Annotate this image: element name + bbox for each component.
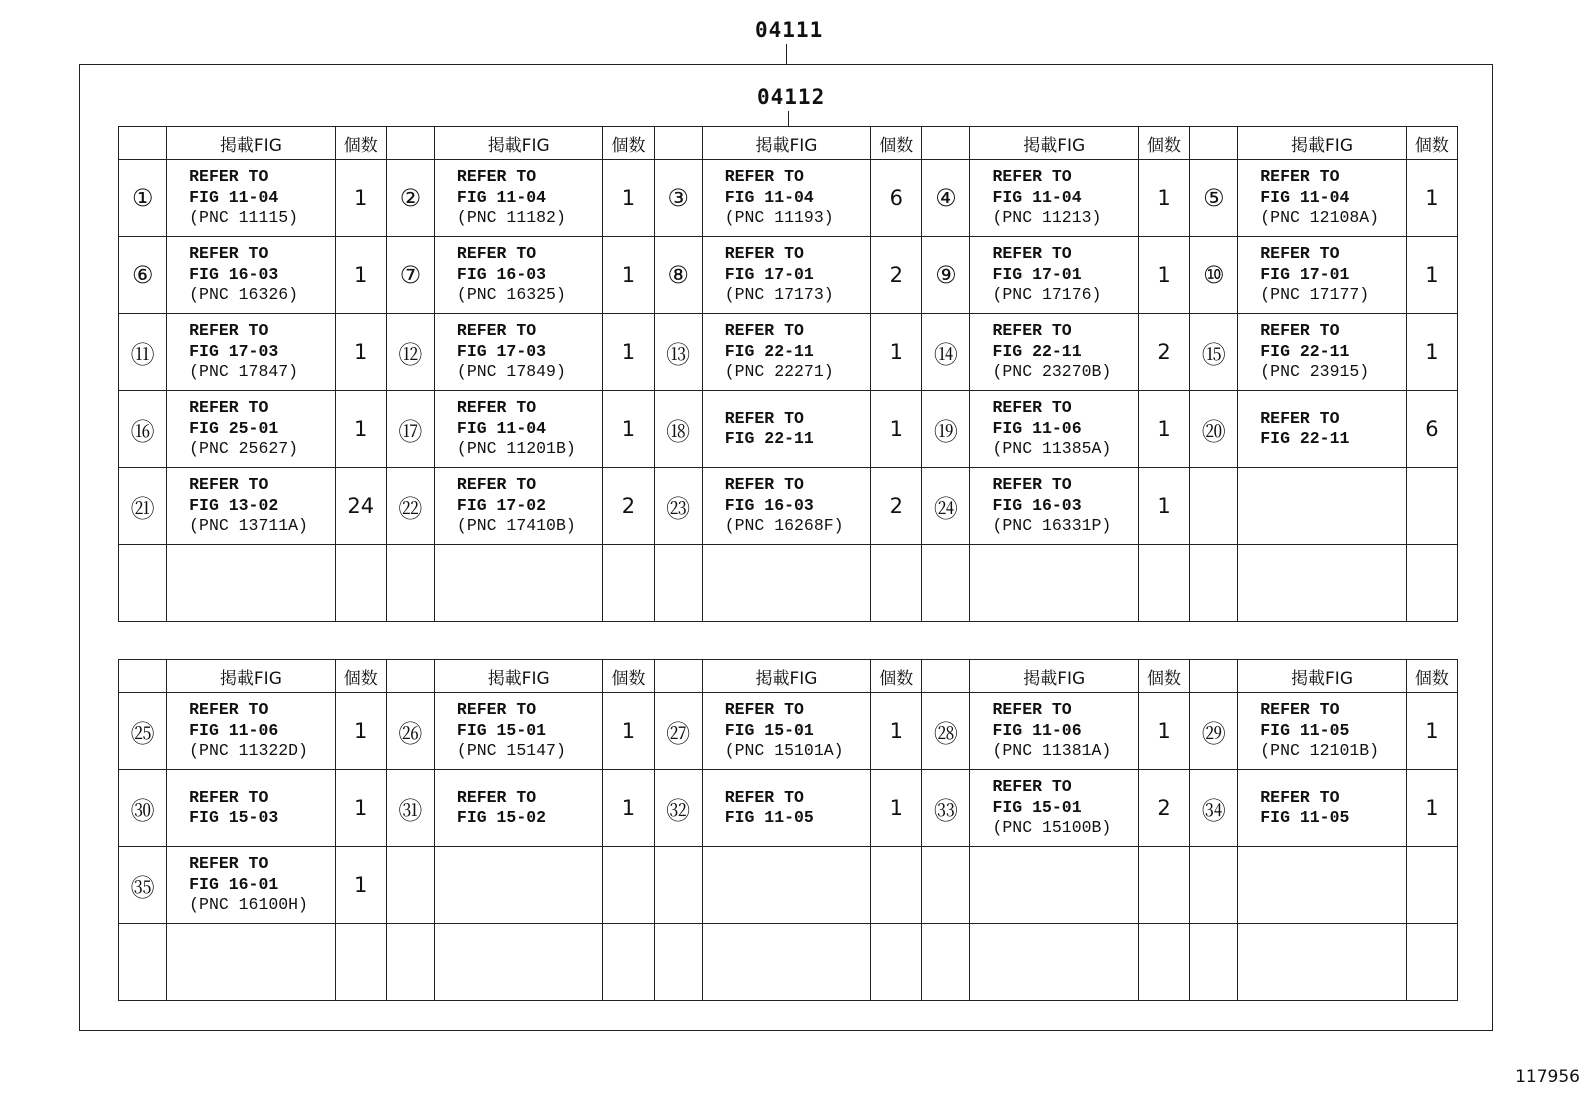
figure-reference	[702, 770, 871, 847]
refer-to-text: REFER TO	[189, 398, 269, 418]
item-number	[654, 924, 702, 1001]
fig-number: FIG 11-04	[456, 418, 547, 438]
quantity: 1	[1138, 160, 1189, 237]
fig-number: FIG 17-03	[456, 341, 547, 361]
item-number	[922, 924, 970, 1001]
figure-reference	[970, 160, 1139, 237]
pnc-code: (PNC 15100B)	[992, 818, 1112, 838]
item-number: ⑲	[922, 391, 970, 468]
item-number: ㉒	[386, 468, 434, 545]
figure-reference	[1238, 924, 1407, 1001]
quantity	[603, 924, 654, 1001]
fig-number: FIG 15-01	[724, 720, 814, 740]
pnc-code: (PNC 17173)	[724, 285, 834, 305]
item-number: ㉗	[654, 693, 702, 770]
quantity: 1	[1138, 468, 1189, 545]
header-qty-col: 個数	[1138, 127, 1189, 160]
refer-to-text: REFER TO	[456, 321, 537, 341]
figure-reference	[167, 160, 336, 237]
header-fig-col: 掲載FIG	[702, 127, 871, 160]
item-number: ⑦	[386, 237, 434, 314]
item-number: ⑰	[386, 391, 434, 468]
figure-reference	[434, 545, 603, 622]
pnc-code: (PNC 23270B)	[992, 362, 1112, 382]
refer-to-text: REFER TO	[1260, 787, 1340, 807]
pnc-code: (PNC 11115)	[189, 208, 299, 228]
item-number: ⑥	[119, 237, 167, 314]
header-qty-col: 個数	[335, 660, 386, 693]
header-number-col	[654, 127, 702, 160]
quantity	[603, 545, 654, 622]
figure-reference	[167, 770, 336, 847]
outer-group-code: 04111	[755, 18, 824, 42]
refer-to-text: REFER TO	[456, 700, 537, 720]
figure-reference	[702, 468, 871, 545]
quantity: 1	[603, 160, 654, 237]
parts-reference-table-2	[118, 659, 1458, 1001]
header-fig-col: 掲載FIG	[434, 660, 603, 693]
fig-number: FIG 16-01	[189, 874, 279, 894]
refer-to-text: REFER TO	[456, 244, 537, 264]
figure-reference	[434, 693, 603, 770]
figure-reference	[970, 770, 1139, 847]
item-number: ㉚	[119, 770, 167, 847]
pnc-code: (PNC 23915)	[1260, 362, 1370, 382]
figure-reference	[702, 847, 871, 924]
fig-number: FIG 22-11	[724, 429, 814, 448]
header-number-col	[654, 660, 702, 693]
refer-to-text: REFER TO	[189, 321, 269, 341]
outer-code-leader	[786, 44, 787, 64]
fig-number: FIG 11-05	[1260, 808, 1350, 827]
item-number: ㉑	[119, 468, 167, 545]
figure-reference	[1238, 160, 1407, 237]
figure-reference	[434, 924, 603, 1001]
header-fig-col: 掲載FIG	[167, 660, 336, 693]
pnc-code: (PNC 17176)	[992, 285, 1102, 305]
quantity	[1406, 468, 1457, 545]
item-number: ㉝	[922, 770, 970, 847]
pnc-code: (PNC 17410B)	[456, 516, 576, 536]
item-number	[386, 545, 434, 622]
item-number	[654, 545, 702, 622]
fig-number: FIG 17-02	[456, 495, 547, 515]
refer-to-text: REFER TO	[456, 398, 537, 418]
item-number	[119, 924, 167, 1001]
item-number: ②	[386, 160, 434, 237]
quantity: 1	[335, 847, 386, 924]
figure-reference	[167, 237, 336, 314]
refer-to-text: REFER TO	[1260, 700, 1340, 720]
table-row	[119, 545, 1458, 622]
quantity: 2	[871, 468, 922, 545]
item-number: ⑬	[654, 314, 702, 391]
fig-number: FIG 17-01	[724, 264, 814, 284]
figure-reference	[1238, 237, 1407, 314]
refer-to-text: REFER TO	[1260, 408, 1340, 428]
refer-to-text: REFER TO	[1260, 244, 1340, 264]
pnc-code: (PNC 11385A)	[992, 439, 1112, 459]
pnc-code: (PNC 16326)	[189, 285, 299, 305]
figure-reference	[970, 237, 1139, 314]
figure-reference	[702, 237, 871, 314]
header-qty-col: 個数	[871, 127, 922, 160]
figure-reference	[434, 160, 603, 237]
item-number	[1190, 847, 1238, 924]
item-number	[386, 924, 434, 1001]
pnc-code: (PNC 11381A)	[992, 741, 1112, 761]
fig-number: FIG 11-05	[1260, 720, 1350, 740]
quantity: 1	[335, 314, 386, 391]
table-row	[119, 237, 1458, 314]
header-fig-col: 掲載FIG	[1238, 127, 1407, 160]
figure-reference	[434, 468, 603, 545]
quantity: 1	[1406, 160, 1457, 237]
quantity: 1	[603, 314, 654, 391]
fig-number: FIG 11-04	[992, 187, 1082, 207]
figure-reference	[970, 545, 1139, 622]
refer-to-text: REFER TO	[992, 244, 1072, 264]
figure-reference	[702, 391, 871, 468]
document-number: 117956	[1515, 1067, 1580, 1087]
refer-to-text: REFER TO	[456, 167, 537, 187]
fig-number: FIG 15-03	[189, 808, 279, 827]
quantity	[603, 847, 654, 924]
refer-to-text: REFER TO	[992, 321, 1072, 341]
quantity: 1	[1406, 693, 1457, 770]
header-fig-col: 掲載FIG	[970, 127, 1139, 160]
refer-to-text: REFER TO	[724, 787, 804, 807]
fig-number: FIG 11-06	[189, 720, 279, 740]
fig-number: FIG 11-04	[189, 187, 279, 207]
header-fig-col: 掲載FIG	[970, 660, 1139, 693]
quantity: 1	[1406, 237, 1457, 314]
pnc-code: (PNC 11182)	[456, 208, 566, 228]
table-row	[119, 693, 1458, 770]
header-qty-col: 個数	[1406, 660, 1457, 693]
pnc-code: (PNC 22271)	[724, 362, 834, 382]
refer-to-text: REFER TO	[724, 321, 804, 341]
table-row	[119, 314, 1458, 391]
refer-to-text: REFER TO	[724, 408, 804, 428]
header-fig-col: 掲載FIG	[702, 660, 871, 693]
pnc-code: (PNC 11213)	[992, 208, 1102, 228]
item-number: ⑨	[922, 237, 970, 314]
header-number-col	[119, 127, 167, 160]
pnc-code: (PNC 16100H)	[189, 895, 308, 915]
table-row	[119, 391, 1458, 468]
table-row	[119, 847, 1458, 924]
refer-to-text: REFER TO	[1260, 321, 1340, 341]
table-row	[119, 160, 1458, 237]
quantity: 1	[871, 314, 922, 391]
item-number: ㉜	[654, 770, 702, 847]
fig-number: FIG 16-03	[992, 495, 1082, 515]
quantity: 6	[871, 160, 922, 237]
header-number-col	[1190, 127, 1238, 160]
item-number: ①	[119, 160, 167, 237]
figure-reference	[970, 391, 1139, 468]
item-number	[386, 847, 434, 924]
fig-number: FIG 11-04	[1260, 187, 1350, 207]
pnc-code: (PNC 17849)	[456, 362, 566, 382]
header-fig-col: 掲載FIG	[1238, 660, 1407, 693]
header-qty-col: 個数	[603, 127, 654, 160]
item-number: ㉘	[922, 693, 970, 770]
figure-reference	[1238, 391, 1407, 468]
refer-to-text: REFER TO	[189, 700, 269, 720]
fig-number: FIG 25-01	[189, 418, 279, 438]
header-qty-col: 個数	[1138, 660, 1189, 693]
header-qty-col: 個数	[335, 127, 386, 160]
fig-number: FIG 17-01	[1260, 264, 1350, 284]
item-number: ㉕	[119, 693, 167, 770]
item-number: ㉟	[119, 847, 167, 924]
item-number: ⑩	[1190, 237, 1238, 314]
refer-to-text: REFER TO	[724, 700, 804, 720]
quantity	[1406, 924, 1457, 1001]
figure-reference	[1238, 314, 1407, 391]
item-number: ⑳	[1190, 391, 1238, 468]
quantity: 2	[603, 468, 654, 545]
figure-reference	[1238, 468, 1407, 545]
item-number: ㉔	[922, 468, 970, 545]
fig-number: FIG 11-04	[456, 187, 547, 207]
quantity: 2	[1138, 770, 1189, 847]
fig-number: FIG 16-03	[189, 264, 279, 284]
quantity: 1	[335, 770, 386, 847]
refer-to-text: REFER TO	[992, 475, 1072, 495]
item-number: ⑧	[654, 237, 702, 314]
quantity	[335, 545, 386, 622]
item-number: ④	[922, 160, 970, 237]
fig-number: FIG 13-02	[189, 495, 279, 515]
fig-number: FIG 17-01	[992, 264, 1082, 284]
figure-reference	[970, 847, 1139, 924]
quantity: 1	[603, 237, 654, 314]
figure-reference	[167, 693, 336, 770]
table-header	[119, 660, 1458, 693]
pnc-code: (PNC 16268F)	[724, 516, 844, 536]
table-header	[119, 127, 1458, 160]
header-qty-col: 個数	[603, 660, 654, 693]
refer-to-text: REFER TO	[189, 244, 269, 264]
item-number: ⑱	[654, 391, 702, 468]
pnc-code: (PNC 15101A)	[724, 741, 844, 761]
header-fig-col: 掲載FIG	[167, 127, 336, 160]
quantity	[871, 847, 922, 924]
quantity: 1	[335, 237, 386, 314]
figure-reference	[1238, 770, 1407, 847]
header-number-col	[386, 127, 434, 160]
figure-reference	[167, 314, 336, 391]
figure-reference	[167, 924, 336, 1001]
figure-reference	[434, 391, 603, 468]
refer-to-text: REFER TO	[189, 787, 269, 807]
header-number-col	[922, 660, 970, 693]
refer-to-text: REFER TO	[189, 854, 269, 874]
pnc-code: (PNC 17847)	[189, 362, 299, 382]
quantity	[1406, 847, 1457, 924]
item-number: ⑪	[119, 314, 167, 391]
header-number-col	[386, 660, 434, 693]
header-number-col	[1190, 660, 1238, 693]
refer-to-text: REFER TO	[992, 777, 1072, 797]
quantity: 1	[335, 160, 386, 237]
quantity: 1	[603, 693, 654, 770]
item-number: ㉓	[654, 468, 702, 545]
inner-group-code: 04112	[757, 85, 826, 109]
fig-number: FIG 11-06	[992, 720, 1082, 740]
header-number-col	[922, 127, 970, 160]
pnc-code: (PNC 11201B)	[456, 439, 576, 459]
fig-number: FIG 22-11	[724, 341, 814, 361]
quantity: 1	[335, 391, 386, 468]
figure-reference	[702, 160, 871, 237]
figure-reference	[1238, 847, 1407, 924]
fig-number: FIG 15-01	[992, 797, 1082, 817]
pnc-code: (PNC 16325)	[456, 285, 566, 305]
parts-reference-table-1	[118, 126, 1458, 622]
quantity: 24	[335, 468, 386, 545]
refer-to-text: REFER TO	[456, 787, 537, 807]
refer-to-text: REFER TO	[992, 167, 1072, 187]
quantity: 1	[871, 693, 922, 770]
pnc-code: (PNC 15147)	[456, 741, 566, 761]
refer-to-text: REFER TO	[456, 475, 537, 495]
inner-code-leader	[788, 111, 789, 126]
quantity: 1	[1138, 237, 1189, 314]
figure-reference	[970, 314, 1139, 391]
item-number	[922, 545, 970, 622]
item-number	[922, 847, 970, 924]
item-number	[119, 545, 167, 622]
pnc-code: (PNC 11322D)	[189, 741, 308, 761]
figure-reference	[167, 545, 336, 622]
item-number	[654, 847, 702, 924]
figure-reference	[434, 847, 603, 924]
refer-to-text: REFER TO	[189, 167, 269, 187]
fig-number: FIG 11-06	[992, 418, 1082, 438]
pnc-code: (PNC 11193)	[724, 208, 834, 228]
refer-to-text: REFER TO	[724, 244, 804, 264]
quantity: 1	[335, 693, 386, 770]
fig-number: FIG 15-01	[456, 720, 547, 740]
fig-number: FIG 17-03	[189, 341, 279, 361]
fig-number: FIG 11-04	[724, 187, 814, 207]
quantity: 1	[871, 770, 922, 847]
quantity	[1138, 545, 1189, 622]
quantity: 1	[1406, 770, 1457, 847]
figure-reference	[434, 314, 603, 391]
item-number: ㉛	[386, 770, 434, 847]
item-number: ⑫	[386, 314, 434, 391]
quantity	[871, 924, 922, 1001]
quantity	[1406, 545, 1457, 622]
figure-reference	[167, 468, 336, 545]
quantity	[335, 924, 386, 1001]
item-number: ③	[654, 160, 702, 237]
fig-number: FIG 22-11	[992, 341, 1082, 361]
item-number: ㉙	[1190, 693, 1238, 770]
refer-to-text: REFER TO	[992, 700, 1072, 720]
figure-reference	[434, 770, 603, 847]
item-number: ⑭	[922, 314, 970, 391]
fig-number: FIG 22-11	[1260, 341, 1350, 361]
quantity: 1	[603, 770, 654, 847]
figure-reference	[702, 314, 871, 391]
figure-reference	[167, 391, 336, 468]
pnc-code: (PNC 12101B)	[1260, 741, 1380, 761]
item-number	[1190, 545, 1238, 622]
quantity: 2	[1138, 314, 1189, 391]
header-qty-col: 個数	[871, 660, 922, 693]
item-number: ⑮	[1190, 314, 1238, 391]
fig-number: FIG 15-02	[456, 808, 547, 827]
item-number	[1190, 924, 1238, 1001]
refer-to-text: REFER TO	[724, 167, 804, 187]
item-number: ㉖	[386, 693, 434, 770]
pnc-code: (PNC 25627)	[189, 439, 299, 459]
header-fig-col: 掲載FIG	[434, 127, 603, 160]
fig-number: FIG 16-03	[456, 264, 547, 284]
refer-to-text: REFER TO	[1260, 167, 1340, 187]
quantity: 1	[871, 391, 922, 468]
pnc-code: (PNC 13711A)	[189, 516, 308, 536]
pnc-code: (PNC 17177)	[1260, 285, 1370, 305]
fig-number: FIG 16-03	[724, 495, 814, 515]
quantity	[1138, 847, 1189, 924]
figure-reference	[970, 693, 1139, 770]
pnc-code: (PNC 12108A)	[1260, 208, 1380, 228]
figure-reference	[702, 693, 871, 770]
table-row	[119, 924, 1458, 1001]
item-number	[1190, 468, 1238, 545]
figure-reference	[702, 924, 871, 1001]
quantity	[1138, 924, 1189, 1001]
quantity: 1	[1138, 693, 1189, 770]
item-number: ⑯	[119, 391, 167, 468]
header-qty-col: 個数	[1406, 127, 1457, 160]
header-number-col	[119, 660, 167, 693]
refer-to-text: REFER TO	[992, 398, 1072, 418]
figure-reference	[434, 237, 603, 314]
figure-reference	[970, 468, 1139, 545]
figure-reference	[1238, 545, 1407, 622]
fig-number: FIG 22-11	[1260, 429, 1350, 448]
table-row	[119, 770, 1458, 847]
figure-reference	[970, 924, 1139, 1001]
item-number: ㉞	[1190, 770, 1238, 847]
quantity: 6	[1406, 391, 1457, 468]
table-row	[119, 468, 1458, 545]
refer-to-text: REFER TO	[189, 475, 269, 495]
quantity: 1	[603, 391, 654, 468]
quantity: 1	[1406, 314, 1457, 391]
pnc-code: (PNC 16331P)	[992, 516, 1112, 536]
figure-reference	[1238, 693, 1407, 770]
refer-to-text: REFER TO	[724, 475, 804, 495]
fig-number: FIG 11-05	[724, 808, 814, 827]
item-number: ⑤	[1190, 160, 1238, 237]
figure-reference	[167, 847, 336, 924]
quantity: 1	[1138, 391, 1189, 468]
figure-reference	[702, 545, 871, 622]
quantity: 2	[871, 237, 922, 314]
quantity	[871, 545, 922, 622]
